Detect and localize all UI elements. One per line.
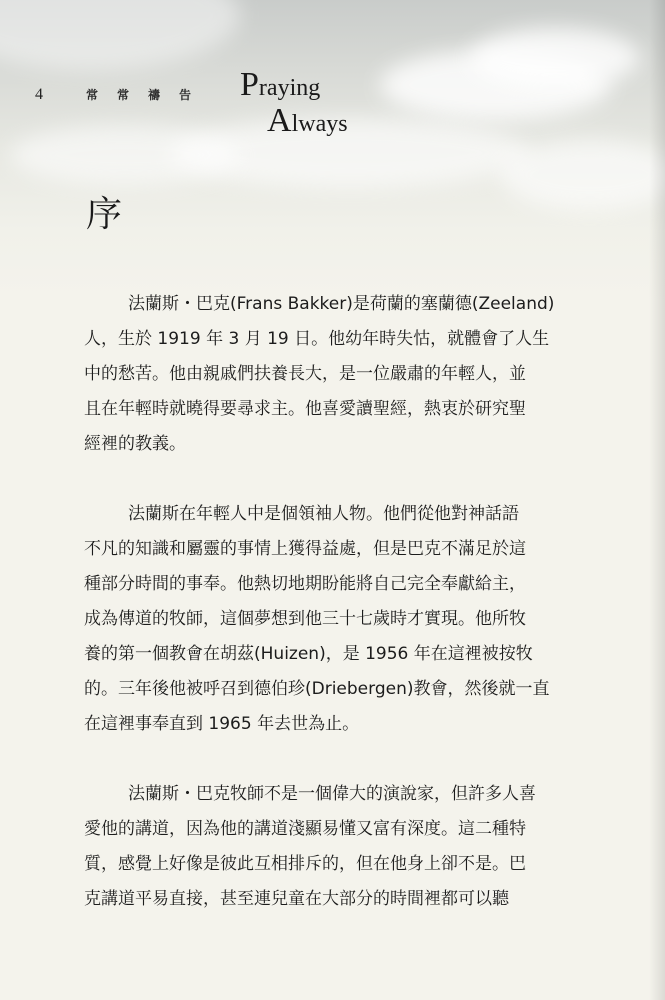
text-line: 的。三年後他被呼召到德伯珍(Driebergen)教會，然後就一直 bbox=[84, 679, 550, 699]
text-line: 種部分時間的事奉。他熱切地期盼能將自己完全奉獻給主， bbox=[84, 574, 526, 594]
text-line: 成為傳道的牧師，這個夢想到他三十七歲時才實現。他所牧 bbox=[84, 609, 526, 629]
book-title-logo bbox=[240, 68, 348, 138]
running-title: 常常禱告 bbox=[86, 88, 211, 102]
cloud-decoration bbox=[500, 140, 665, 210]
text-line: 中的愁苦。他由親戚們扶養長大，是一位嚴肅的年輕人，並 bbox=[84, 364, 526, 384]
paragraph-gap bbox=[84, 462, 584, 497]
text-line: 法蘭斯・巴克牧師不是一個偉大的演說家，但許多人喜 bbox=[128, 784, 536, 804]
paragraph-2 bbox=[84, 497, 584, 742]
text-line: 且在年輕時就曉得要尋求主。他喜愛讀聖經，熱衷於研究聖 bbox=[84, 399, 526, 419]
text-line: 質，感覺上好像是彼此互相排斥的，但在他身上卻不是。巴 bbox=[84, 854, 526, 874]
paragraph-gap bbox=[84, 742, 584, 777]
text-line: 經裡的教義。 bbox=[84, 434, 186, 454]
running-header bbox=[0, 0, 665, 150]
text-line: 法蘭斯・巴克(Frans Bakker)是荷蘭的塞蘭德(Zeeland) bbox=[128, 294, 555, 314]
text-line: 克講道平易直接，甚至連兒童在大部分的時間裡都可以聽 bbox=[84, 889, 509, 909]
page-edge-shadow bbox=[649, 0, 665, 1000]
logo-line-praying: Praying bbox=[240, 66, 321, 103]
paragraph-1 bbox=[84, 287, 584, 462]
text-line: 人，生於 1919 年 3 月 19 日。他幼年時失怙，就體會了人生 bbox=[84, 329, 550, 349]
page-number: 4 bbox=[35, 86, 43, 103]
logo-line-always: Always bbox=[267, 102, 348, 139]
text-line: 在這裡事奉直到 1965 年去世為止。 bbox=[84, 714, 360, 734]
paragraph-3 bbox=[84, 777, 584, 917]
text-line: 愛他的講道，因為他的講道淺顯易懂又富有深度。這二種特 bbox=[84, 819, 526, 839]
text-line: 不凡的知識和屬靈的事情上獲得益處，但是巴克不滿足於這 bbox=[84, 539, 526, 559]
section-title: 序 bbox=[86, 194, 123, 235]
body-text bbox=[84, 287, 584, 917]
text-line: 法蘭斯在年輕人中是個領袖人物。他們從他對神話語 bbox=[128, 504, 519, 524]
text-line: 養的第一個教會在胡茲(Huizen)，是 1956 年在這裡被按牧 bbox=[84, 644, 533, 664]
